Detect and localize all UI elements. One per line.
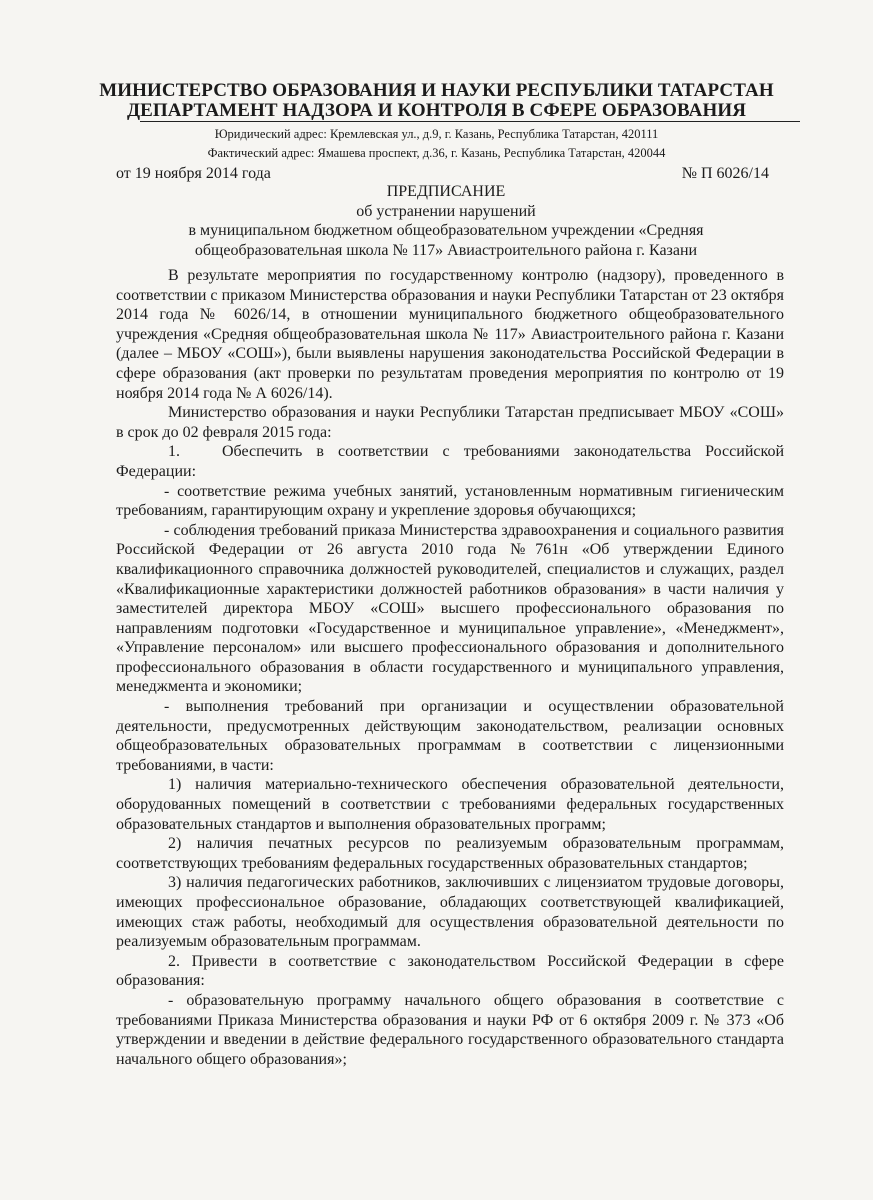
document-number: № П 6026/14 [681,165,769,182]
subitem-3: 3) наличия педагогических работников, заключивших с лицензиатом трудовые договоры, имеющих профессиональное образование, обладающих соответствующей квалификацией, имеющих стаж работы, необходимый для осуществления образовательной деятельности по реализуемым образовательным программам. [116,874,784,951]
item-1 [116,442,784,481]
document-date: от 19 ноября 2014 года [116,165,271,182]
document-body [116,266,784,1069]
item-2: 2. Привести в соответствие с законодательством Российской Федерации в сфере образования: [116,952,784,990]
document-title-block [116,182,776,260]
item-1-number: 1. [168,443,180,461]
actual-address: Фактический адрес: Ямашева проспект, д.36, г. Казань, Республика Татарстан, 420044 [207,146,666,160]
intro-paragraph: В результате мероприятия по государственному контролю (надзору), проведенного в соответствии с приказом Министерства образования и науки Республики Татарстан от 23 октября 2014 года № 6026/14, в отношении муниципального бюджетного общеобразовательного учреждения «Средняя общеобразовательная школа № 117» Авиастроительного района г. Казани (далее – МБОУ «СОШ»), были выявлены нарушения законодательства Российской Федерации в сфере образования (акт проверки по результатам проведения мероприятия по контролю от 19 ноября 2014 года № А 6026/14). [116,267,784,402]
subitem-2: 2) наличия печатных ресурсов по реализуемым образовательным программам, соответствующих требованиям федеральных государственных образовательных стандартов; [116,835,784,872]
item-1-text: Обеспечить в соответствии с требованиями законодательства Российской Федерации: [116,443,784,480]
requirement-program: - образовательную программу начального общего образования в соответствие с требованиями Приказа Министерства образования и науки РФ от 6 октября 2009 г. № 373 «Об утверждении и введении в действие федерального государственного образовательного стандарта начального общего образования»; [116,991,784,1068]
requirement-licensing: - выполнения требований при организации и осуществлении образовательной деятельности, предусмотренных действующим законодательством, реализации основных общеобразовательных образовательных программам в соответствии с лицензионными требованиями, в части: [116,698,784,774]
order-paragraph: Министерство образования и науки Республики Татарстан предписывает МБОУ «СОШ» в срок до 02 февраля 2015 года: [116,404,784,441]
requirement-hygiene: - соответствие режима учебных занятий, установленным нормативным гигиеническим требованиям, гарантирующим охрану и укрепление здоровья обучающихся; [116,482,784,520]
header-divider [140,121,800,122]
legal-address: Юридический адрес: Кремлевская ул., д.9, г. Казань, Республика Татарстан, 420111 [214,127,659,141]
document-title: ПРЕДПИСАНИЕ [386,183,506,200]
ministry-title: МИНИСТЕРСТВО ОБРАЗОВАНИЯ И НАУКИ РЕСПУБЛИКИ ТАТАРСТАН [99,80,774,101]
institution-line-1: в муниципальном бюджетном общеобразовательном учреждении «Средняя [188,222,704,239]
document-subtitle: об устранении нарушений [356,202,536,220]
institution-line-2: общеобразовательная школа № 117» Авиастроительного района г. Казани [194,241,698,259]
department-title: ДЕПАРТАМЕНТ НАДЗОРА И КОНТРОЛЯ В СФЕРЕ ОБРАЗОВАНИЯ [126,100,747,121]
requirement-qualification: - соблюдения требований приказа Министерства здравоохранения и социального развития Российской Федерации от 26 августа 2010 года №761н «Об утверждении Единого квалификационного справочника должностей руководителей, специалистов и служащих, раздел «Квалификационные характеристики должностей работников образования» в части наличия у заместителей директора МБОУ «СОШ» высшего профессионального образования по направлениям подготовки «Государственное и муниципальное управление», «Менеджмент», «Управление персоналом» или высшего профессионального образования и дополнительного профессионального образования в области государственного и муниципального управления, менеджмента и экономики; [116,521,784,696]
subitem-1: 1) наличия материально-технического обеспечения образовательной деятельности, оборудованных помещений в соответствии с требованиями федеральных государственных образовательных стандартов и выполнения образовательных программ; [116,776,784,833]
